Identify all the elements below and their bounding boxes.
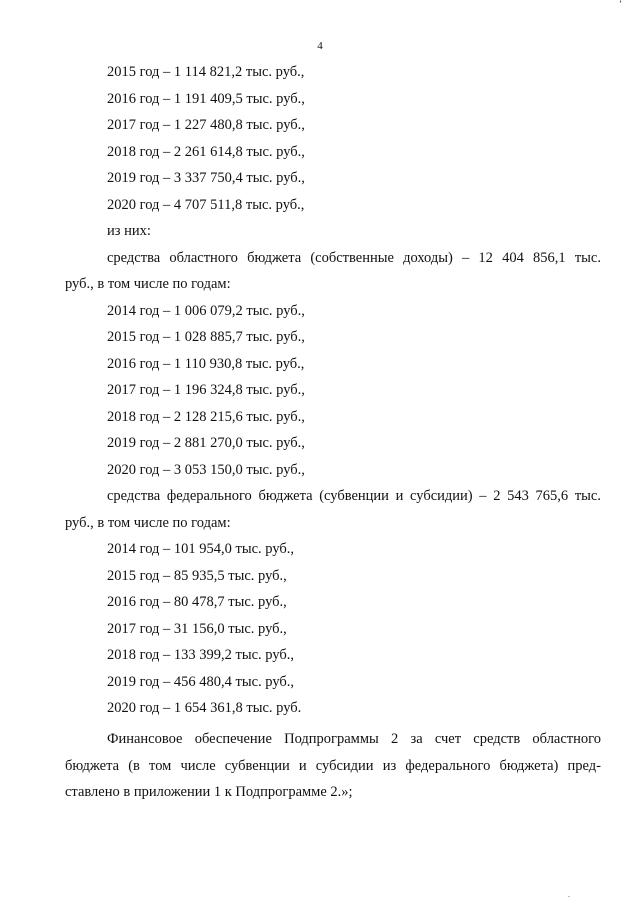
federal-year-2014: 2014 год – 101 954,0 тыс. руб.,	[107, 541, 295, 557]
regional-year-2018: 2018 год – 2 128 215,6 тыс. руб.,	[107, 409, 305, 425]
federal-year-2020: 2020 год – 1 654 361,8 тыс. руб.	[107, 700, 302, 716]
regional-budget-intro-line1: средства областного бюджета (собственные доходы) – 12 404 856,1 тыс.	[107, 250, 601, 266]
federal-year-2019: 2019 год – 456 480,4 тыс. руб.,	[107, 674, 295, 690]
total-year-2018: 2018 год – 2 261 614,8 тыс. руб.,	[107, 144, 305, 160]
of-which-label: из них:	[107, 223, 151, 239]
federal-year-2016: 2016 год – 80 478,7 тыс. руб.,	[107, 594, 287, 610]
federal-year-2017: 2017 год – 31 156,0 тыс. руб.,	[107, 621, 287, 637]
regional-year-2017: 2017 год – 1 196 324,8 тыс. руб.,	[107, 382, 305, 398]
total-year-2015: 2015 год – 1 114 821,2 тыс. руб.,	[107, 64, 305, 80]
corner-mark: ’	[619, 0, 622, 9]
total-year-2017: 2017 год – 1 227 480,8 тыс. руб.,	[107, 117, 305, 133]
closing-paragraph-line1: Финансовое обеспечение Подпрограммы 2 за счет средств областного	[107, 731, 601, 747]
regional-year-2016: 2016 год – 1 110 930,8 тыс. руб.,	[107, 356, 305, 372]
closing-paragraph-line2: бюджета (в том числе субвенции и субсидии из федерального бюджета) пред-	[65, 758, 601, 774]
closing-paragraph-line3: ставлено в приложении 1 к Подпрограмме 2.»;	[65, 784, 353, 800]
federal-year-2015: 2015 год – 85 935,5 тыс. руб.,	[107, 568, 287, 584]
bottom-mark: .	[568, 890, 570, 899]
regional-budget-intro-line2: руб., в том числе по годам:	[65, 276, 231, 292]
regional-year-2019: 2019 год – 2 881 270,0 тыс. руб.,	[107, 435, 305, 451]
regional-year-2014: 2014 год – 1 006 079,2 тыс. руб.,	[107, 303, 305, 319]
federal-budget-intro-line2: руб., в том числе по годам:	[65, 515, 231, 531]
total-year-2016: 2016 год – 1 191 409,5 тыс. руб.,	[107, 91, 305, 107]
page-number: 4	[317, 40, 323, 52]
regional-year-2020: 2020 год – 3 053 150,0 тыс. руб.,	[107, 462, 305, 478]
total-year-2020: 2020 год – 4 707 511,8 тыс. руб.,	[107, 197, 305, 213]
federal-budget-intro-line1: средства федерального бюджета (субвенции и субсидии) – 2 543 765,6 тыс.	[107, 488, 601, 504]
regional-year-2015: 2015 год – 1 028 885,7 тыс. руб.,	[107, 329, 305, 345]
federal-year-2018: 2018 год – 133 399,2 тыс. руб.,	[107, 647, 295, 663]
total-year-2019: 2019 год – 3 337 750,4 тыс. руб.,	[107, 170, 305, 186]
